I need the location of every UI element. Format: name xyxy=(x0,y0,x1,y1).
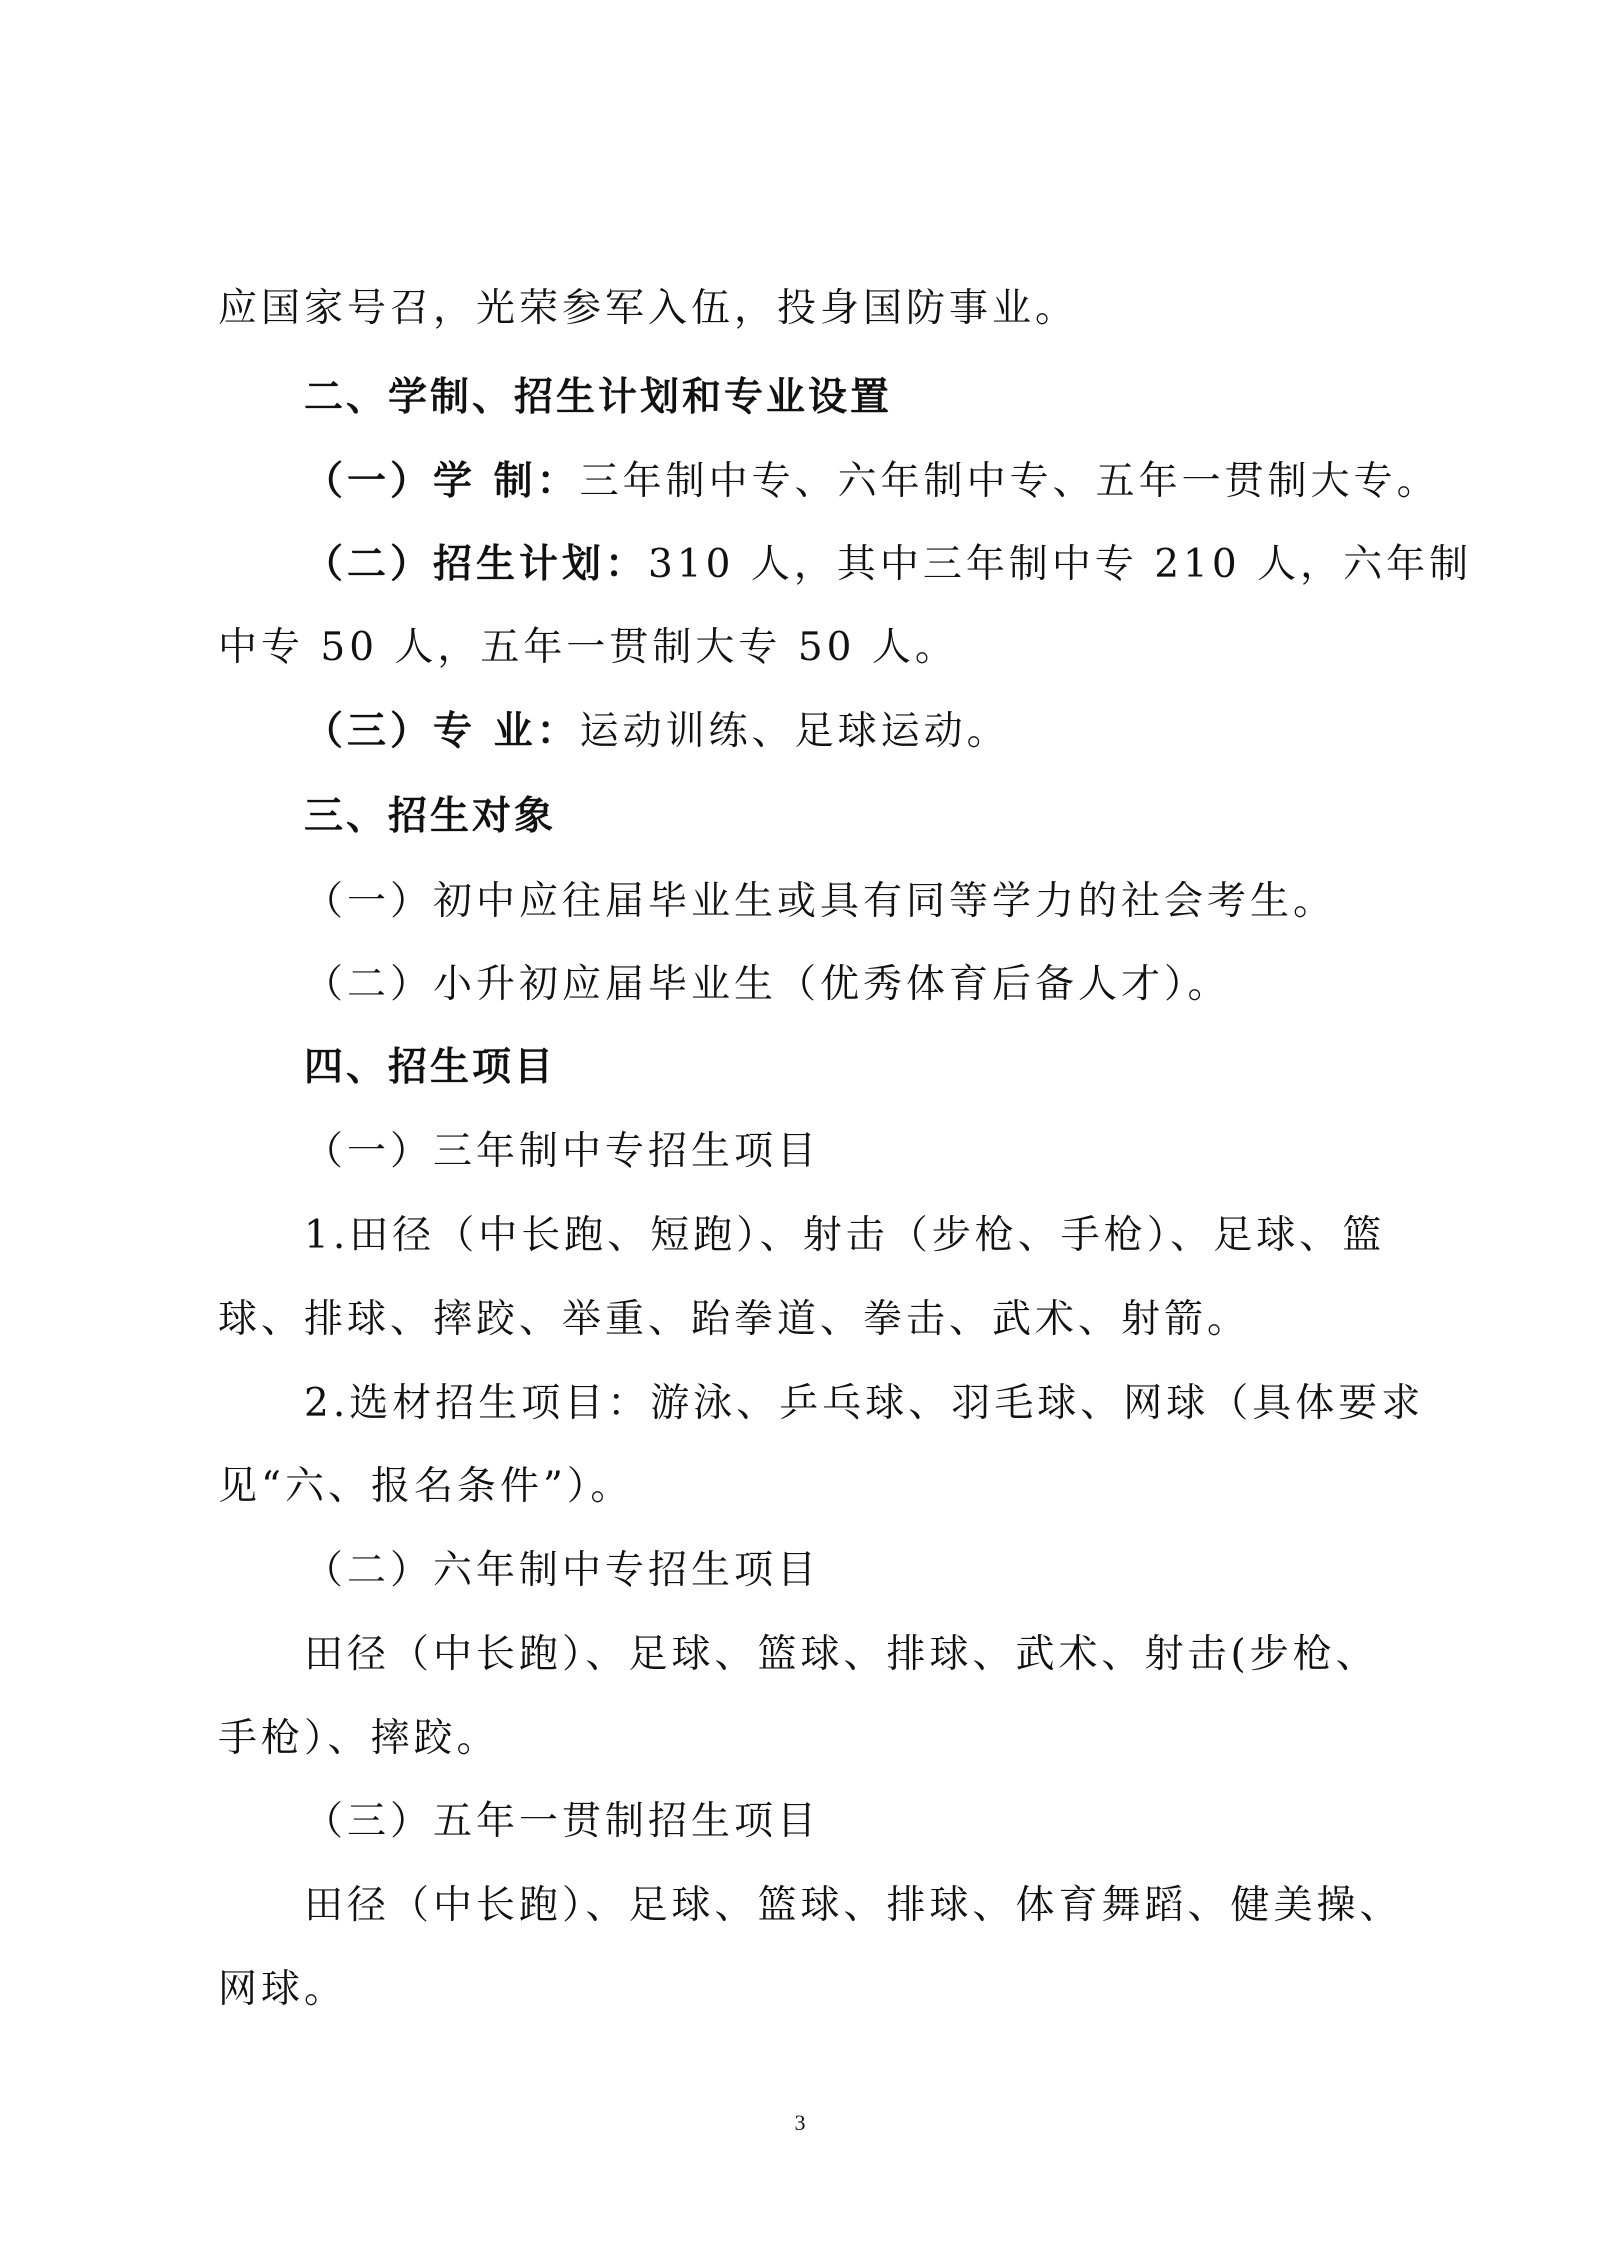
paragraph-line: 应国家号召，光荣参军入伍，投身国防事业。 xyxy=(218,286,1079,331)
item-label: （三）专 业： xyxy=(304,709,580,754)
page-number: 3 xyxy=(794,2110,806,2135)
paragraph-line: 手枪）、摔跤。 xyxy=(218,1716,500,1761)
subsection-heading: （二）六年制中专招生项目 xyxy=(304,1548,821,1593)
paragraph-line xyxy=(304,450,1494,514)
paragraph-line xyxy=(304,533,1494,597)
subsection-heading: （一）三年制中专招生项目 xyxy=(304,1129,821,1174)
paragraph-line: （一）初中应往届毕业生或具有同等学力的社会考生。 xyxy=(304,879,1337,924)
paragraph-line: （二）小升初应届毕业生（优秀体育后备人才）。 xyxy=(304,962,1231,1007)
paragraph-line: 见“六、报名条件”）。 xyxy=(218,1464,634,1509)
section-heading: 三、招生对象 xyxy=(304,794,557,839)
subsection-heading: （三）五年一贯制招生项目 xyxy=(304,1799,821,1844)
paragraph-line: 中专 50 人，五年一贯制大专 50 人。 xyxy=(218,625,958,670)
paragraph-line xyxy=(304,700,1494,764)
item-text: 三年制中专、六年制中专、五年一贯制大专。 xyxy=(579,459,1440,504)
paragraph-line: 球、排球、摔跤、举重、跆拳道、拳击、武术、射箭。 xyxy=(218,1297,1251,1342)
section-heading: 四、招生项目 xyxy=(304,1045,557,1090)
paragraph-line: 田径（中长跑）、足球、篮球、排球、武术、射击(步枪、 xyxy=(304,1632,1379,1677)
item-text: 运动训练、足球运动。 xyxy=(579,709,1010,754)
item-label: （二）招生计划： xyxy=(304,542,649,587)
item-text: 310 人，其中三年制中专 210 人，六年制 xyxy=(648,542,1473,587)
section-heading: 二、学制、招生计划和专业设置 xyxy=(304,375,893,420)
paragraph-line: 1.田径（中长跑、短跑）、射击（步枪、手枪）、足球、篮 xyxy=(304,1213,1386,1258)
item-label: （一）学 制： xyxy=(304,459,580,504)
paragraph-line: 网球。 xyxy=(218,1967,348,2012)
paragraph-line: 2.选材招生项目：游泳、乒乓球、羽毛球、网球（具体要求 xyxy=(304,1381,1425,1426)
paragraph-line: 田径（中长跑）、足球、篮球、排球、体育舞蹈、健美操、 xyxy=(304,1883,1403,1928)
